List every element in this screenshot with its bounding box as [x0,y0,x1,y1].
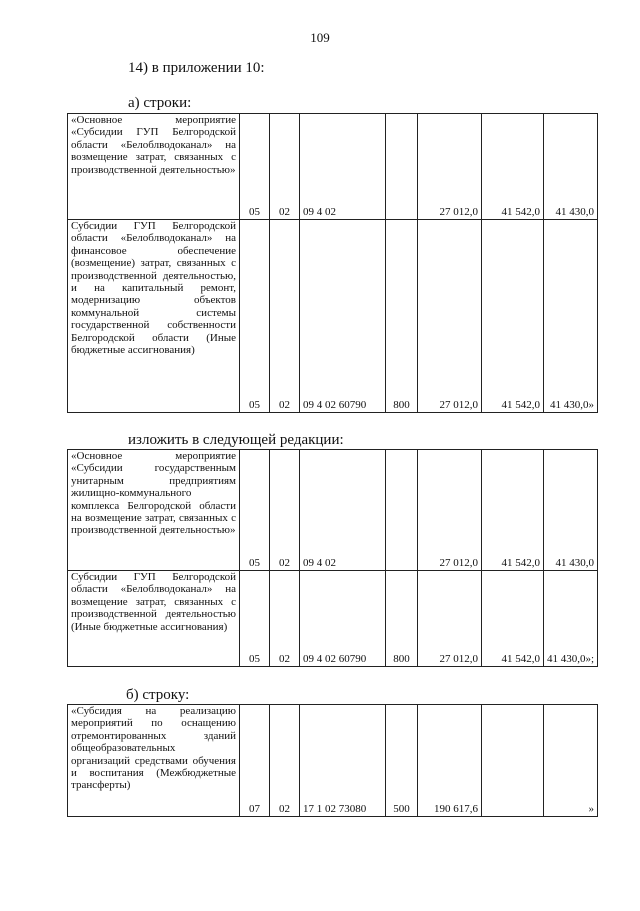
new-rows-table [67,449,598,667]
row-name: Субсидии ГУП Белгородской области «Белоблводоканал» на возмещение затрат, связанных с производственной деятельностью (Иные бюджетные ассигнования) [68,571,240,667]
csr-cell: 17 1 02 73080 [300,705,386,817]
sum-year3-cell: 41 430,0 [544,450,598,571]
table-row [68,571,598,667]
podrazdel-cell: 02 [270,220,300,413]
podrazdel-cell: 02 [270,450,300,571]
row-name: «Субсидия на реализацию мероприятий по оснащению отремонтированных зданий общеобразовательных организаций средствами обучения и воспитания (Межбюджетные трансферты) [68,705,240,817]
sum-year1-cell: 190 617,6 [418,705,482,817]
sum-year2-cell: 41 542,0 [482,220,544,413]
sum-year2-cell: 41 542,0 [482,571,544,667]
sum-year1-cell: 27 012,0 [418,450,482,571]
sum-year2-cell: 41 542,0 [482,450,544,571]
sum-year1-cell: 27 012,0 [418,571,482,667]
csr-cell: 09 4 02 [300,450,386,571]
podrazdel-cell: 02 [270,571,300,667]
sum-year3-cell: 41 430,0 [544,114,598,220]
razdel-cell: 07 [240,705,270,817]
csr-cell: 09 4 02 60790 [300,220,386,413]
section-b-title: б) строку: [126,687,190,703]
sum-year2-cell: 41 542,0 [482,114,544,220]
row-name: «Основное мероприятие «Субсидии государственным унитарным предприятиям жилищно-коммунального комплекса Белгородской области на возмещение затрат, связанных с производственной деятельностью» [68,450,240,571]
sum-year1-cell: 27 012,0 [418,220,482,413]
sum-year2-cell [482,705,544,817]
page-number: 109 [310,30,330,45]
vr-cell [386,114,418,220]
b-rows-table [67,704,598,817]
vr-cell: 800 [386,220,418,413]
razdel-cell: 05 [240,220,270,413]
table-row [68,705,598,817]
razdel-cell: 05 [240,114,270,220]
sum-year3-cell: » [544,705,598,817]
sum-year3-cell: 41 430,0» [544,220,598,413]
section-new-title: изложить в следующей редакции: [128,432,344,448]
vr-cell [386,450,418,571]
row-name: Субсидии ГУП Белгородской области «Белоблводоканал» на финансовое обеспечение (возмещение) затрат, связанных с производственной деятельностью, и на капитальный ремонт, модернизацию объектов коммунальной системы государственной собственности Белгородской области (Иные бюджетные ассигнования) [68,220,240,413]
table-row [68,220,598,413]
vr-cell: 800 [386,571,418,667]
sum-year1-cell: 27 012,0 [418,114,482,220]
csr-cell: 09 4 02 [300,114,386,220]
podrazdel-cell: 02 [270,705,300,817]
razdel-cell: 05 [240,571,270,667]
razdel-cell: 05 [240,450,270,571]
old-rows-table [67,113,598,413]
table-row [68,114,598,220]
section-a-title: а) строки: [128,95,192,111]
sum-year3-cell: 41 430,0»; [544,571,598,667]
csr-cell: 09 4 02 60790 [300,571,386,667]
table-row [68,450,598,571]
podrazdel-cell: 02 [270,114,300,220]
amendment-heading: 14) в приложении 10: [128,60,265,76]
row-name: «Основное мероприятие «Субсидии ГУП Белгородской области «Белоблводоканал» на возмещение затрат, связанных с производственной деятельностью» [68,114,240,220]
vr-cell: 500 [386,705,418,817]
